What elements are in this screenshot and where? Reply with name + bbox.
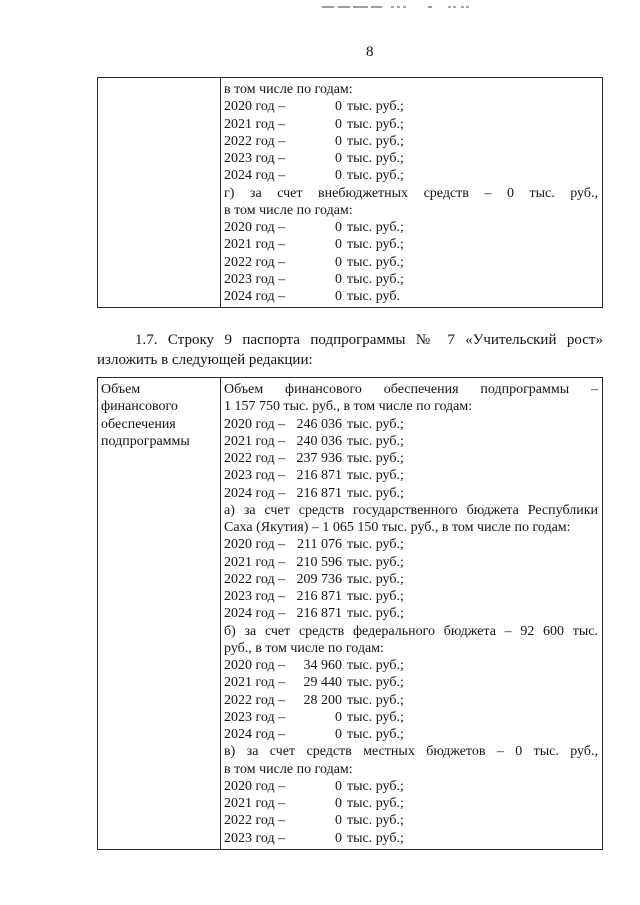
amount-value: 0 [335, 133, 342, 149]
amount-unit: тыс. руб.; [347, 589, 404, 604]
year-amount-line [224, 288, 598, 305]
amount-unit: тыс. руб.; [347, 606, 404, 622]
amendment-paragraph-line1: 1.7. Строку 9 паспорта подпрограммы № 7 «Учительский рост» [135, 332, 603, 348]
amount-value: 0 [335, 99, 342, 115]
year-label: 2021 год – [224, 433, 286, 449]
year-amount-line [224, 254, 598, 271]
year-label: 2024 год – [224, 168, 286, 184]
year-amount-line [224, 778, 598, 795]
amount-value: 216 871 [296, 589, 342, 604]
year-label: 2024 год – [224, 606, 286, 622]
amount-value: 0 [335, 289, 342, 304]
year-label: 2020 год – [224, 537, 286, 553]
table1-left-cell [98, 78, 221, 307]
year-amount-line [224, 812, 598, 829]
year-amount-line [224, 219, 598, 236]
scan-artifact-dashes [322, 5, 469, 8]
amount-value: 216 871 [296, 606, 342, 622]
year-label: 2021 год – [224, 554, 286, 570]
amount-unit: тыс. руб.; [347, 451, 404, 466]
table-text-line: б) за счет средств федерального бюджета – 92 600 тыс. [224, 623, 598, 639]
year-amount-line [224, 467, 598, 484]
amount-value: 0 [335, 116, 342, 132]
subprogram-funding-table [97, 377, 603, 850]
year-label: 2022 год – [224, 451, 286, 466]
amount-unit: тыс. руб.; [347, 692, 404, 708]
amount-unit: тыс. руб.; [347, 485, 404, 501]
amount-value: 210 596 [296, 554, 342, 570]
amount-value: 0 [335, 709, 342, 725]
table-text-line: г) за счет внебюджетных средств – 0 тыс. руб., [224, 185, 598, 201]
table-text-line: а) за счет средств государственного бюджета Республики [224, 502, 598, 518]
year-label: 2022 год – [224, 254, 286, 270]
year-amount-line [224, 98, 598, 115]
amount-unit: тыс. руб.; [347, 99, 404, 115]
table-text-line: в) за счет средств местных бюджетов – 0 тыс. руб., [224, 744, 598, 760]
amount-unit: тыс. руб.; [347, 271, 404, 287]
amount-unit: тыс. руб.; [347, 537, 404, 553]
year-amount-line [224, 605, 598, 622]
year-amount-line [224, 726, 598, 743]
table-text-line: Объем финансового обеспечения подпрограммы – [224, 382, 598, 397]
year-label: 2020 год – [224, 778, 286, 794]
year-label: 2023 год – [224, 271, 286, 287]
year-amount-line [224, 830, 598, 847]
amount-value: 0 [335, 237, 342, 253]
table2-left-cell: Объем финансового обеспечения подпрограммы [98, 378, 221, 849]
year-amount-line [224, 236, 598, 253]
year-label: 2024 год – [224, 289, 286, 304]
amount-unit: тыс. руб.; [347, 116, 404, 132]
year-amount-line [224, 692, 598, 709]
year-amount-line [224, 167, 598, 184]
year-label: 2020 год – [224, 99, 286, 115]
table-text-line: в том числе по годам: [224, 761, 353, 777]
amount-value: 0 [335, 813, 342, 829]
amount-value: 29 440 [303, 675, 342, 691]
table1-right-cell [221, 78, 602, 307]
amount-value: 0 [335, 727, 342, 742]
year-label: 2022 год – [224, 571, 286, 587]
amount-value: 216 871 [296, 485, 342, 501]
amount-value: 240 036 [296, 433, 342, 449]
year-amount-line [224, 485, 598, 502]
year-amount-line [224, 116, 598, 133]
year-label: 2020 год – [224, 658, 286, 673]
amount-unit: тыс. руб.; [347, 220, 404, 235]
year-label: 2021 год – [224, 675, 286, 691]
year-amount-line [224, 795, 598, 812]
amount-value: 34 960 [303, 658, 342, 673]
year-label: 2023 год – [224, 589, 286, 604]
amount-value: 0 [335, 254, 342, 270]
table-text-line: в том числе по годам: [224, 82, 353, 97]
amount-value: 0 [335, 151, 342, 166]
amount-unit: тыс. руб.; [347, 554, 404, 570]
amount-value: 0 [335, 168, 342, 184]
amount-unit: тыс. руб.; [347, 468, 404, 484]
year-label: 2023 год – [224, 830, 286, 846]
amendment-paragraph-line2: изложить в следующей редакции: [97, 351, 313, 368]
amount-value: 209 736 [296, 571, 342, 587]
table-text-line: руб., в том числе по годам: [224, 640, 384, 656]
year-amount-line [224, 657, 598, 674]
year-label: 2021 год – [224, 796, 286, 811]
year-amount-line [224, 271, 598, 288]
year-amount-line [224, 588, 598, 605]
year-amount-line [224, 674, 598, 691]
year-label: 2020 год – [224, 416, 286, 432]
amount-value: 216 871 [296, 468, 342, 484]
amount-unit: тыс. руб.; [347, 571, 404, 587]
amount-value: 28 200 [303, 692, 342, 708]
amount-unit: тыс. руб.; [347, 133, 404, 149]
year-label: 2022 год – [224, 692, 286, 708]
amount-value: 211 076 [297, 537, 342, 553]
amount-unit: тыс. руб.; [347, 433, 404, 449]
amount-value: 0 [335, 778, 342, 794]
amount-value: 237 936 [296, 451, 342, 466]
amount-value: 0 [335, 830, 342, 846]
year-label: 2023 год – [224, 151, 286, 166]
year-label: 2023 год – [224, 709, 286, 725]
amount-unit: тыс. руб.; [347, 416, 404, 432]
table-text-line: в том числе по годам: [224, 202, 353, 218]
year-label: 2024 год – [224, 727, 286, 742]
year-label: 2021 год – [224, 116, 286, 132]
year-label: 2021 год – [224, 237, 286, 253]
amount-value: 0 [335, 271, 342, 287]
year-amount-line [224, 150, 598, 167]
amount-unit: тыс. руб.; [347, 709, 404, 725]
amount-unit: тыс. руб.; [347, 168, 404, 184]
year-amount-line [224, 133, 598, 150]
year-amount-line [224, 433, 598, 450]
year-amount-line [224, 571, 598, 588]
amount-unit: тыс. руб. [347, 289, 400, 304]
amount-unit: тыс. руб.; [347, 237, 404, 253]
page-number: 8 [366, 44, 374, 60]
year-label: 2022 год – [224, 133, 286, 149]
year-label: 2023 год – [224, 468, 286, 484]
table-text-line: 1 157 750 тыс. руб., в том числе по годам: [224, 399, 473, 415]
amount-unit: тыс. руб.; [347, 778, 404, 794]
amount-unit: тыс. руб.; [347, 830, 404, 846]
year-amount-line [224, 554, 598, 571]
year-amount-line [224, 536, 598, 553]
amount-value: 0 [335, 220, 342, 235]
amount-unit: тыс. руб.; [347, 151, 404, 166]
budget-table-continued [97, 77, 603, 308]
amount-unit: тыс. руб.; [347, 796, 404, 811]
amount-value: 246 036 [296, 416, 342, 432]
year-label: 2022 год – [224, 813, 286, 829]
year-amount-line [224, 709, 598, 726]
year-amount-line [224, 450, 598, 467]
amount-unit: тыс. руб.; [347, 727, 404, 742]
amount-unit: тыс. руб.; [347, 813, 404, 829]
year-amount-line [224, 416, 598, 433]
amount-unit: тыс. руб.; [347, 675, 404, 691]
amount-value: 0 [335, 796, 342, 811]
amendment-paragraph [97, 331, 603, 370]
amount-unit: тыс. руб.; [347, 254, 404, 270]
amount-unit: тыс. руб.; [347, 658, 404, 673]
year-label: 2020 год – [224, 220, 286, 235]
table2-right-cell [221, 378, 602, 849]
table-text-line: Саха (Якутия) – 1 065 150 тыс. руб., в том числе по годам: [224, 520, 571, 535]
year-label: 2024 год – [224, 485, 286, 501]
